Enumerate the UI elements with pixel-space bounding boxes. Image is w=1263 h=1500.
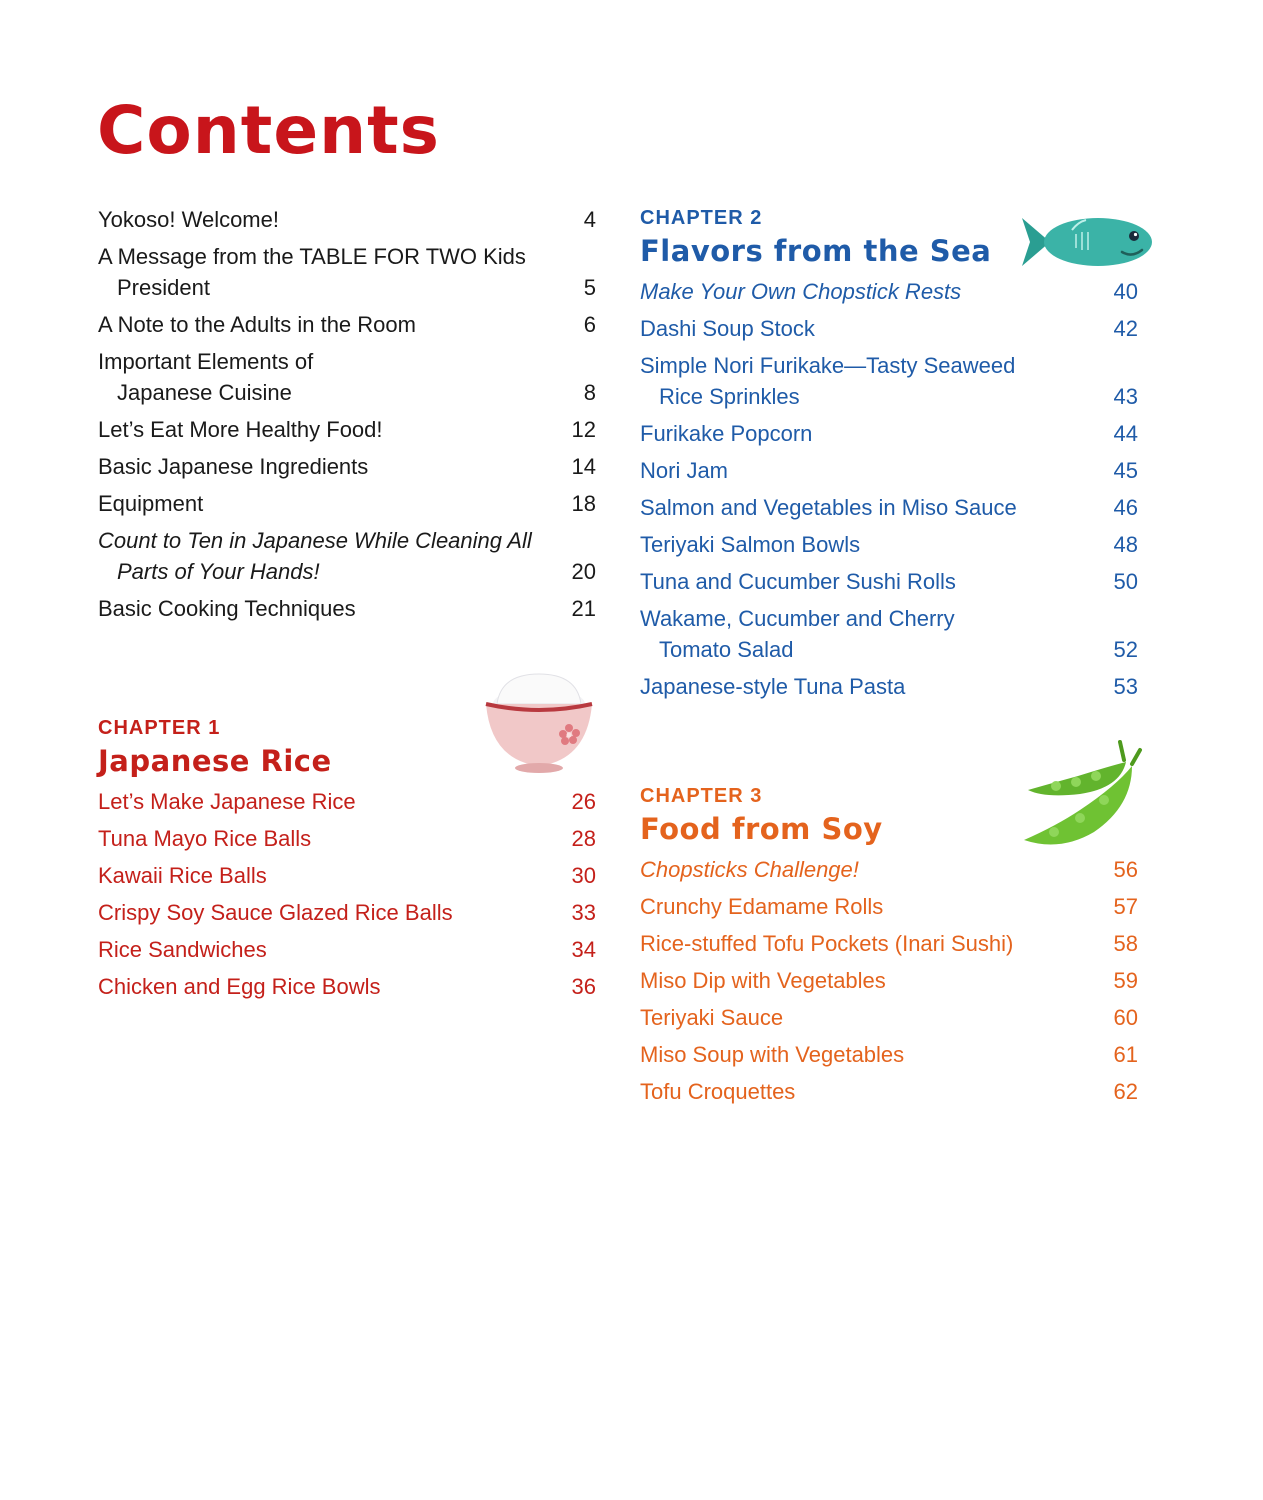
toc-entry	[640, 276, 1138, 307]
toc-entry-title	[98, 451, 536, 482]
toc-entry	[98, 934, 596, 965]
toc-entry-title-continuation: Tomato Salad	[659, 637, 794, 662]
toc-entry-title	[640, 891, 1078, 922]
toc-entry-title-line: Basic Japanese Ingredients	[98, 454, 369, 479]
toc-entry-title-line: Basic Cooking Techniques	[98, 596, 356, 621]
toc-entry	[98, 823, 596, 854]
toc-entry-page-number: 58	[1113, 931, 1138, 956]
toc-entry-title	[640, 455, 1078, 486]
toc-entry-title	[98, 241, 536, 303]
toc-entry-page-number: 43	[1113, 384, 1138, 409]
chapter-1-section	[98, 714, 596, 1002]
toc-entry-title	[98, 823, 536, 854]
toc-entry	[98, 414, 596, 445]
toc-entry-title-line: Rice-stuffed Tofu Pockets (Inari Sushi)	[640, 931, 1014, 956]
toc-entry-title	[640, 1039, 1078, 1070]
chapter-2-list	[640, 276, 1138, 702]
toc-entry-title-line: Let’s Make Japanese Rice	[98, 789, 356, 814]
toc-entry-title-line: Teriyaki Salmon Bowls	[640, 532, 861, 557]
toc-entry-title	[98, 934, 536, 965]
chapter-3-list	[640, 854, 1138, 1107]
toc-entry	[640, 1076, 1138, 1107]
chapter-2-header	[640, 204, 1138, 270]
toc-entry-page-number: 28	[571, 826, 596, 851]
chapter-1-title: Japanese Rice	[98, 744, 332, 778]
toc-entry-title	[640, 854, 1078, 885]
toc-entry-page-number: 21	[571, 596, 596, 621]
toc-entry-title-line: Nori Jam	[640, 458, 729, 483]
toc-entry-title-line: Tuna and Cucumber Sushi Rolls	[640, 569, 956, 594]
toc-entry-title-line: A Message from the TABLE FOR TWO Kids	[98, 244, 526, 269]
toc-entry	[98, 971, 596, 1002]
right-column	[640, 204, 1138, 1113]
toc-entry	[640, 854, 1138, 885]
toc-entry-page-number: 33	[571, 900, 596, 925]
toc-entry	[98, 346, 596, 408]
toc-entry-title-continuation: Rice Sprinkles	[659, 384, 800, 409]
toc-entry-title-line: Yokoso! Welcome!	[98, 207, 279, 232]
toc-entry	[98, 593, 596, 624]
toc-entry-title-line: Rice Sandwiches	[98, 937, 267, 962]
toc-entry-title-line: Important Elements of	[98, 349, 314, 374]
toc-entry-title-line: Crispy Soy Sauce Glazed Rice Balls	[98, 900, 453, 925]
toc-entry-title	[640, 350, 1078, 412]
toc-entry-title	[98, 786, 536, 817]
toc-entry-page-number: 45	[1113, 458, 1138, 483]
toc-entry-page-number: 57	[1113, 894, 1138, 919]
toc-entry-title-line: Dashi Soup Stock	[640, 316, 815, 341]
toc-entry	[640, 891, 1138, 922]
toc-entry	[640, 418, 1138, 449]
toc-entry-title-line: Chopsticks Challenge!	[640, 857, 859, 882]
toc-entry-page-number: 12	[571, 417, 596, 442]
toc-entry-title-line: Miso Soup with Vegetables	[640, 1042, 905, 1067]
edamame-icon	[1020, 736, 1144, 852]
toc-entry-title-continuation: President	[117, 275, 210, 300]
toc-entry	[98, 525, 596, 587]
toc-entry-title	[98, 414, 536, 445]
toc-entry-page-number: 52	[1113, 637, 1138, 662]
toc-entry-title-line: Make Your Own Chopstick Rests	[640, 279, 962, 304]
toc-entry-title	[640, 1002, 1078, 1033]
toc-entry-title	[640, 603, 1078, 665]
chapter-2-title: Flavors from the Sea	[640, 234, 992, 268]
toc-entry	[640, 965, 1138, 996]
chapter-1-header	[98, 714, 596, 780]
toc-entry	[98, 451, 596, 482]
toc-entry-title	[640, 1076, 1078, 1107]
toc-entry	[98, 897, 596, 928]
toc-entry	[98, 204, 596, 235]
toc-entry-title-line: Count to Ten in Japanese While Cleaning All	[98, 528, 532, 553]
intro-section	[98, 204, 596, 624]
toc-entry-title-line: Crunchy Edamame Rolls	[640, 894, 884, 919]
toc-entry-title-line: Equipment	[98, 491, 204, 516]
toc-entry-title	[640, 418, 1078, 449]
toc-entry-page-number: 40	[1113, 279, 1138, 304]
toc-entry	[98, 488, 596, 519]
toc-entry-title	[98, 488, 536, 519]
toc-entry-title	[640, 965, 1078, 996]
toc-entry	[640, 603, 1138, 665]
toc-entry-page-number: 36	[571, 974, 596, 999]
toc-entry-page-number: 5	[583, 275, 596, 300]
toc-entry-page-number: 53	[1113, 674, 1138, 699]
toc-entry-page-number: 44	[1113, 421, 1138, 446]
page-title: Contents	[97, 92, 440, 169]
toc-entry-title	[98, 204, 536, 235]
toc-entry-page-number: 26	[571, 789, 596, 814]
chapter-3-header	[640, 782, 1138, 848]
toc-entry	[640, 671, 1138, 702]
toc-entry-page-number: 34	[571, 937, 596, 962]
toc-entry-title	[640, 313, 1078, 344]
toc-entry-page-number: 30	[571, 863, 596, 888]
toc-entry-title-line: A Note to the Adults in the Room	[98, 312, 416, 337]
toc-entry-page-number: 14	[571, 454, 596, 479]
toc-entry-title	[640, 529, 1078, 560]
toc-entry-page-number: 48	[1113, 532, 1138, 557]
toc-entry-title	[640, 566, 1078, 597]
toc-entry-title	[640, 671, 1078, 702]
toc-entry-page-number: 50	[1113, 569, 1138, 594]
left-column	[98, 204, 596, 1008]
toc-entry-page-number: 42	[1113, 316, 1138, 341]
toc-entry-page-number: 59	[1113, 968, 1138, 993]
chapter-2-label: CHAPTER 2	[640, 207, 763, 229]
toc-entry-page-number: 4	[583, 207, 596, 232]
fish-icon	[1020, 212, 1155, 272]
toc-entry	[640, 566, 1138, 597]
toc-entry-title-line: Wakame, Cucumber and Cherry	[640, 606, 955, 631]
toc-entry-title	[640, 492, 1078, 523]
toc-entry-title	[640, 276, 1078, 307]
toc-entry-title-continuation: Japanese Cuisine	[117, 380, 292, 405]
rice-bowl-icon	[483, 670, 595, 774]
chapter-3-title: Food from Soy	[640, 812, 883, 846]
chapter-3-section	[640, 782, 1138, 1107]
toc-entry-page-number: 20	[571, 559, 596, 584]
toc-entry-title-line: Kawaii Rice Balls	[98, 863, 267, 888]
toc-entry-title-line: Simple Nori Furikake—Tasty Seaweed	[640, 353, 1016, 378]
chapter-1-label: CHAPTER 1	[98, 717, 221, 739]
toc-entry	[98, 241, 596, 303]
toc-entry-title	[98, 346, 536, 408]
toc-entry-title-line: Tofu Croquettes	[640, 1079, 796, 1104]
toc-entry-title	[98, 309, 536, 340]
toc-entry-title	[98, 971, 536, 1002]
toc-entry-title-line: Japanese-style Tuna Pasta	[640, 674, 906, 699]
toc-entry-title-line: Let’s Eat More Healthy Food!	[98, 417, 383, 442]
toc-entry	[98, 860, 596, 891]
toc-entry	[640, 529, 1138, 560]
toc-entry-title	[98, 860, 536, 891]
toc-entry	[640, 455, 1138, 486]
toc-entry	[640, 492, 1138, 523]
chapter-1-list	[98, 786, 596, 1002]
toc-entry-title-line: Salmon and Vegetables in Miso Sauce	[640, 495, 1017, 520]
toc-entry	[98, 309, 596, 340]
toc-entry-title-line: Miso Dip with Vegetables	[640, 968, 886, 993]
toc-entry	[98, 786, 596, 817]
toc-entry	[640, 350, 1138, 412]
toc-entry-page-number: 46	[1113, 495, 1138, 520]
toc-entry-title-line: Tuna Mayo Rice Balls	[98, 826, 312, 851]
toc-entry-page-number: 62	[1113, 1079, 1138, 1104]
toc-entry-title	[98, 525, 536, 587]
toc-entry-page-number: 18	[571, 491, 596, 516]
toc-entry-page-number: 61	[1113, 1042, 1138, 1067]
toc-entry-title	[98, 897, 536, 928]
toc-entry-title-line: Teriyaki Sauce	[640, 1005, 784, 1030]
toc-entry-title	[98, 593, 536, 624]
toc-entry-title-line: Furikake Popcorn	[640, 421, 813, 446]
toc-entry-title	[640, 928, 1078, 959]
toc-entry	[640, 928, 1138, 959]
toc-entry-page-number: 8	[583, 380, 596, 405]
toc-entry-title-line: Chicken and Egg Rice Bowls	[98, 974, 381, 999]
toc-entry-title-continuation: Parts of Your Hands!	[117, 559, 320, 584]
chapter-3-label: CHAPTER 3	[640, 785, 763, 807]
toc-entry	[640, 1002, 1138, 1033]
toc-entry	[640, 1039, 1138, 1070]
chapter-2-section	[640, 204, 1138, 702]
toc-entry	[640, 313, 1138, 344]
toc-entry-page-number: 60	[1113, 1005, 1138, 1030]
toc-entry-page-number: 56	[1113, 857, 1138, 882]
toc-entry-page-number: 6	[583, 312, 596, 337]
